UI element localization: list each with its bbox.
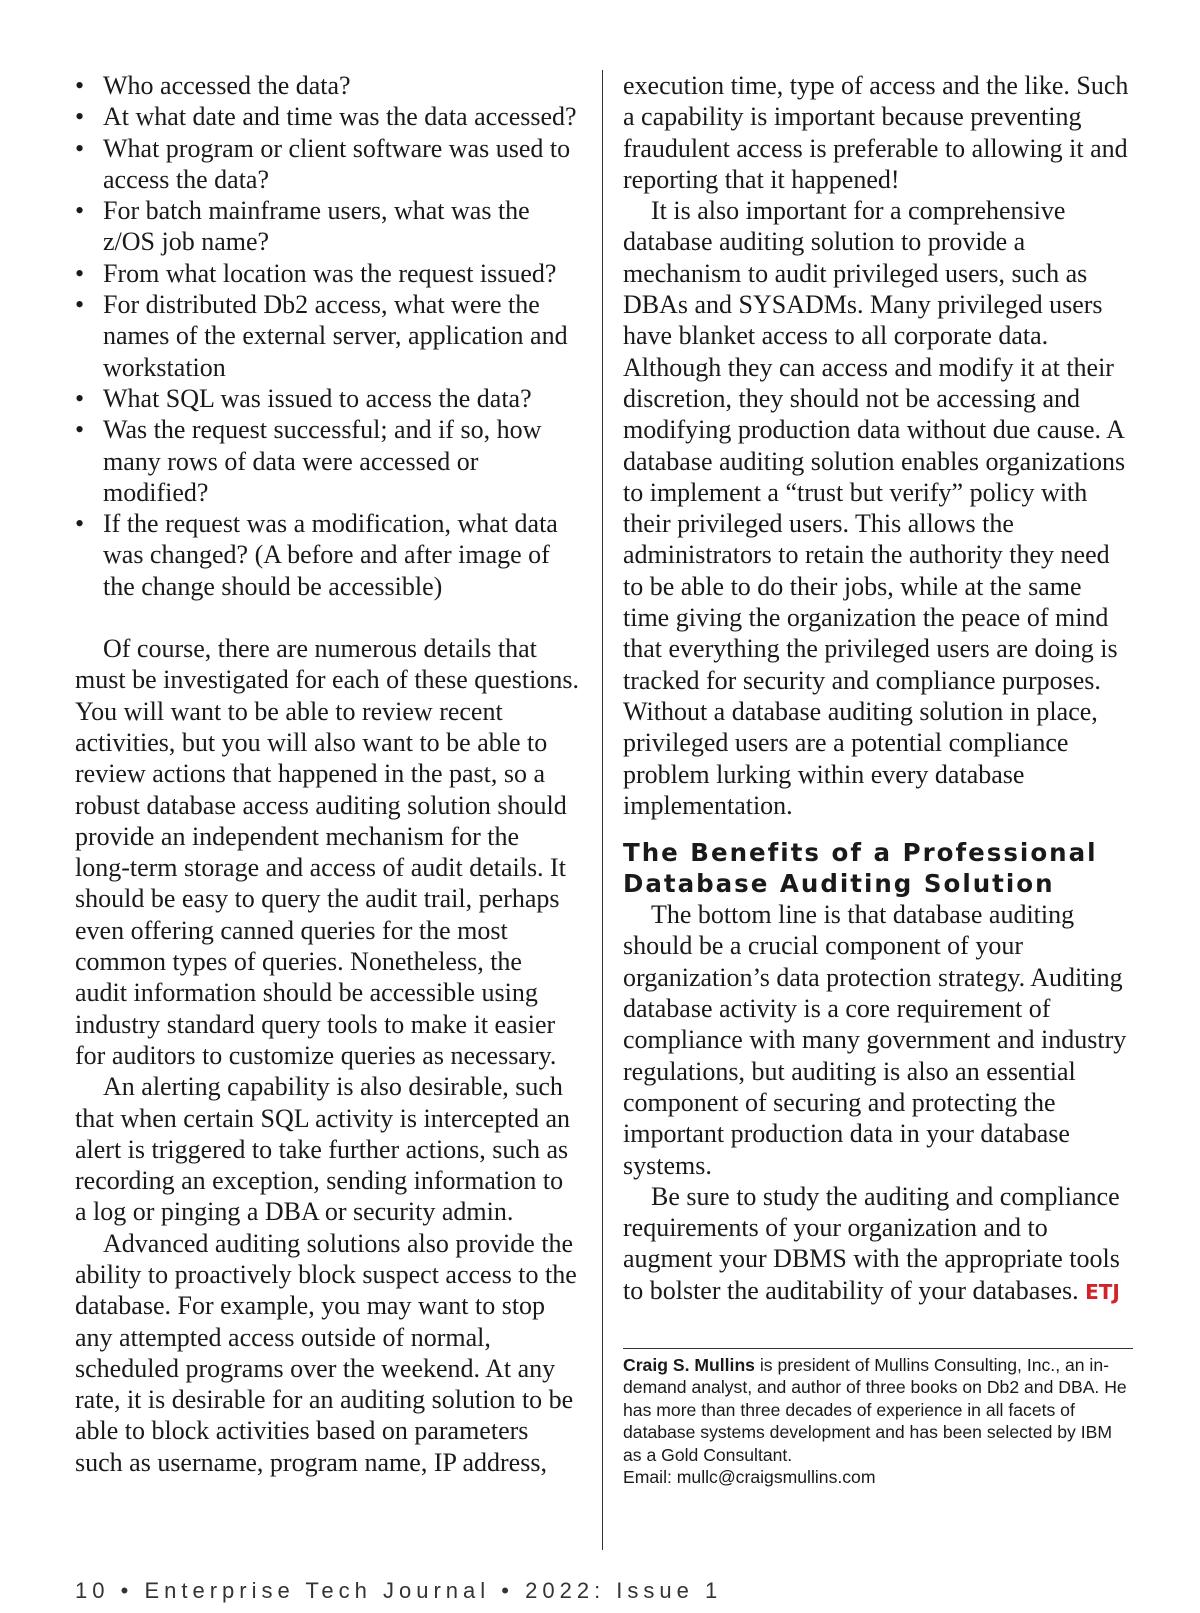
bio-rule	[623, 1348, 1133, 1349]
list-item: • What program or client software was used to access the data?	[75, 133, 571, 194]
page-number: 10	[75, 1578, 110, 1603]
bullet-icon: •	[75, 258, 85, 288]
right-column	[623, 70, 1133, 1489]
bullet-icon: •	[75, 133, 85, 163]
list-item: • Who accessed the data?	[75, 71, 351, 100]
spacer	[75, 602, 580, 633]
list-item: • What SQL was issued to access the data?	[75, 383, 532, 413]
body-paragraph: execution time, type of access and the like. Such a capability is important because preventing fraudulent access is preferable to allowing it and reporting that it happened!	[623, 71, 1129, 194]
list-item: • For batch mainframe users, what was the z/OS job name?	[75, 196, 530, 257]
body-paragraph: An alerting capability is also desirable, such that when certain SQL activity is intercepted an alert is triggered to take further actions, such as recording an exception, sending information to a log or pinging a DBA or security admin.	[75, 1072, 571, 1227]
body-paragraph: It is also important for a comprehensive database auditing solution to provide a mechanism to audit privileged users, such as DBAs and SYSADMs. Many privileged users have blanket access to all corporate data. Although they can access and modify it at their discretion, they should not be accessing and modifying production data without due cause. A database auditing solution enables organizations to implement a “trust but verify” policy with their privileged users. This allows the administrators to retain the authority they need to be able to do their jobs, while at the same time giving the organization the peace of mind that everything the privileged users are doing is tracked for security and compliance purposes. Without a database auditing solution in place, privileged users are a potential compliance problem lurking within every database implementation.	[623, 196, 1126, 820]
bullet-icon: •	[75, 415, 85, 445]
end-mark: ETJ	[1085, 1279, 1120, 1304]
bullet-icon: •	[75, 383, 85, 413]
body-paragraph: The bottom line is that database auditing should be a crucial component of your organization’s data protection strategy. Auditing database activity is a core requirement of compliance with many government and industry regulations, but auditing is also an essential component of securing and protecting the important production data in your database systems.	[623, 900, 1127, 1180]
bullet-icon: •	[75, 509, 85, 539]
bullet-icon: •	[75, 102, 85, 132]
list-item: • From what location was the request issued?	[75, 258, 557, 288]
column-divider	[602, 70, 603, 1550]
footer-separator: •	[501, 1578, 514, 1603]
author-bio: Craig S. Mullins is president of Mullins Consulting, Inc., an in-demand analyst, and author of three books on Db2 and DBA. He has more than three decades of experience in all facets of database systems development and has been selected by IBM as a Gold Consultant. Email: mullc@craigsmullins.com	[623, 1354, 1127, 1488]
bullet-icon: •	[75, 196, 85, 226]
page-footer	[75, 1578, 722, 1604]
body-paragraph: Advanced auditing solutions also provide the ability to proactively block suspect access to the database. For example, you may want to stop any attempted access outside of normal, scheduled programs over the weekend. At any rate, it is desirable for an auditing solution to be able to block activities based on parameters such as username, program name, IP address,	[75, 1228, 577, 1477]
list-item: • If the request was a modification, what data was changed? (A before and after image of the change should be accessible)	[75, 509, 558, 601]
body-paragraph: Of course, there are numerous details that must be investigated for each of these questions. You will want to be able to review recent activities, but you will also want to be able to review actions that happened in the past, so a robust database access auditing solution should provide an independent mechanism for the long-term storage and access of audit details. It should be easy to query the audit trail, perhaps even offering canned queries for the most common types of queries. Nonetheless, the audit information should be accessible using industry standard query tools to make it easier for auditors to customize queries as necessary.	[75, 634, 579, 1070]
bullet-icon: •	[75, 290, 85, 320]
publication-name: Enterprise Tech Journal	[144, 1578, 491, 1603]
bullet-icon: •	[75, 71, 85, 100]
footer-separator: •	[120, 1578, 134, 1603]
list-item: • At what date and time was the data accessed?	[75, 102, 577, 132]
issue-label: 2022: Issue 1	[525, 1578, 723, 1603]
section-heading: The Benefits of a Professional Database Auditing Solution	[623, 838, 1098, 899]
author-email: Email: mullc@craigsmullins.com	[623, 1467, 876, 1488]
body-paragraph: Be sure to study the auditing and compliance requirements of your organization and to augment your DBMS with the appropriate tools to bolster the auditability of your databases. ETJ	[623, 1181, 1120, 1305]
left-column	[75, 70, 580, 1478]
list-item: • Was the request successful; and if so, how many rows of data were accessed or modified?	[75, 415, 542, 507]
audit-questions-list	[75, 70, 580, 602]
list-item: • For distributed Db2 access, what were the names of the external server, application and workstation	[75, 290, 568, 382]
author-name: Craig S. Mullins	[623, 1354, 755, 1375]
